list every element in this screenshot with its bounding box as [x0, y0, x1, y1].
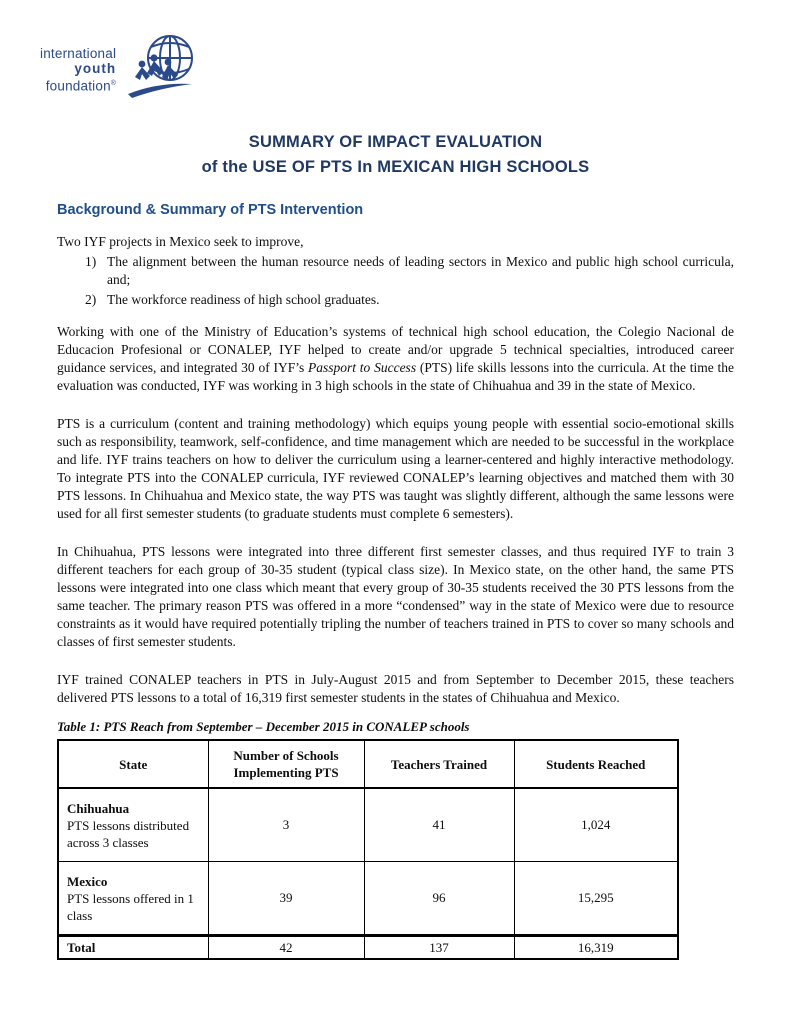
schools-cell: 3: [208, 788, 364, 862]
state-name: Chihuahua: [67, 800, 130, 816]
table-row-total: [58, 936, 678, 960]
paragraph-2-start: Working with one of the Ministry of Education’s systems of technical high school education, the Colegio Nacional de Educacion Profesional or CONALEP, IYF helped to create and/or upgrade 5 technical specialties, introduced career guidance services, and integrated 30 of IYF’s: [57, 324, 734, 375]
registered-mark: ®: [110, 80, 117, 87]
logo-wordmark: [40, 46, 116, 94]
paragraph-2-italic: Passport to Success: [308, 360, 417, 375]
list-number: 2): [85, 292, 97, 307]
table-header-row: [58, 740, 678, 788]
logo-line-foundation: [40, 76, 116, 94]
header-students: Students Reached: [514, 740, 678, 788]
globe-figures-icon: [120, 32, 198, 108]
teachers-cell: 41: [364, 788, 514, 862]
list-item-2: [85, 291, 734, 309]
paragraph-intro: Two IYF projects in Mexico seek to improve,: [57, 234, 304, 249]
teachers-total-cell: 137: [364, 936, 514, 960]
teachers-cell: 96: [364, 862, 514, 936]
table-caption: Table 1: PTS Reach from September – December 2015 in CONALEP schools: [57, 719, 470, 734]
logo-foundation-text: foundation: [45, 78, 111, 94]
pts-reach-table: [57, 739, 679, 960]
students-total-cell: 16,319: [514, 936, 678, 960]
header-schools: Number of Schools Implementing PTS: [208, 740, 364, 788]
iyf-logo: [40, 30, 734, 106]
state-cell: [58, 862, 208, 936]
list-item-1: [85, 253, 734, 289]
section-heading: Background & Summary of PTS Intervention: [57, 202, 364, 218]
paragraph-5: IYF trained CONALEP teachers in PTS in July-August 2015 and from September to December 2015, these teachers delivered PTS lessons to a total of 16,319 first semester students in the states of Chihuahua and Mexico.: [57, 672, 734, 705]
state-desc: PTS lessons distributed across 3 classes: [67, 817, 190, 850]
header-teachers: Teachers Trained: [364, 740, 514, 788]
list-text: The workforce readiness of high school graduates.: [107, 292, 380, 307]
paragraph-4: In Chihuahua, PTS lessons were integrated into three different first semester classes, and thus required IYF to train 3 different teachers for each group of 30-35 student (typical class size). In Mexico state, on the other hand, the same PTS lessons were integrated into one class which meant that every group of 30-35 students received the 30 PTS lessons from the same teacher. The primary reason PTS was offered in a more “condensed” way in the state of Mexico were due to resource constraints as it would have required potentially tripling the number of teachers trained in PTS to cover so many schools and classes of first semester students.: [57, 544, 734, 649]
header-state: State: [58, 740, 208, 788]
paragraph-2: [57, 323, 734, 395]
list-number: 1): [85, 254, 97, 269]
total-label: Total: [67, 940, 96, 955]
total-label-cell: [58, 936, 208, 960]
title-line-2: of the USE OF PTS In MEXICAN HIGH SCHOOLS: [201, 158, 590, 176]
logo-line-international: international: [40, 46, 117, 61]
paragraph-3: PTS is a curriculum (content and training methodology) which equips young people with essential socio-emotional skills such as responsibility, teamwork, self-confidence, and time management which are needed to be successful in the workplace and life. IYF trains teachers on how to deliver the curriculum using a learner-centered and highly interactive methodology. To integrate PTS into the CONALEP curricula, IYF reviewed CONALEP’s learning objectives and matched them with 30 PTS lessons. In Chihuahua and Mexico state, the way PTS was taught was slightly different, although the same lessons were used for all first semester students (to graduate students must complete 6 semesters).: [57, 416, 734, 521]
students-cell: 1,024: [514, 788, 678, 862]
logo-line-youth: youth: [74, 61, 117, 76]
state-desc: PTS lessons offered in 1 class: [67, 890, 194, 923]
table-row-chihuahua: [58, 788, 678, 862]
state-name: Mexico: [67, 873, 108, 889]
paragraph-2-end: (PTS) life skills lessons into the curricula. At the time the evaluation was conducted, IYF was working in 3 high schools in the state of Chihuahua and 39 in the state of Mexico.: [57, 360, 734, 393]
students-cell: 15,295: [514, 862, 678, 936]
state-cell: [58, 788, 208, 862]
document-title: [57, 130, 734, 180]
schools-total-cell: 42: [208, 936, 364, 960]
title-line-1: SUMMARY OF IMPACT EVALUATION: [248, 133, 543, 151]
table-row-mexico: [58, 862, 678, 936]
schools-cell: 39: [208, 862, 364, 936]
list-text: The alignment between the human resource needs of leading sectors in Mexico and public high school curricula, and;: [107, 254, 734, 287]
